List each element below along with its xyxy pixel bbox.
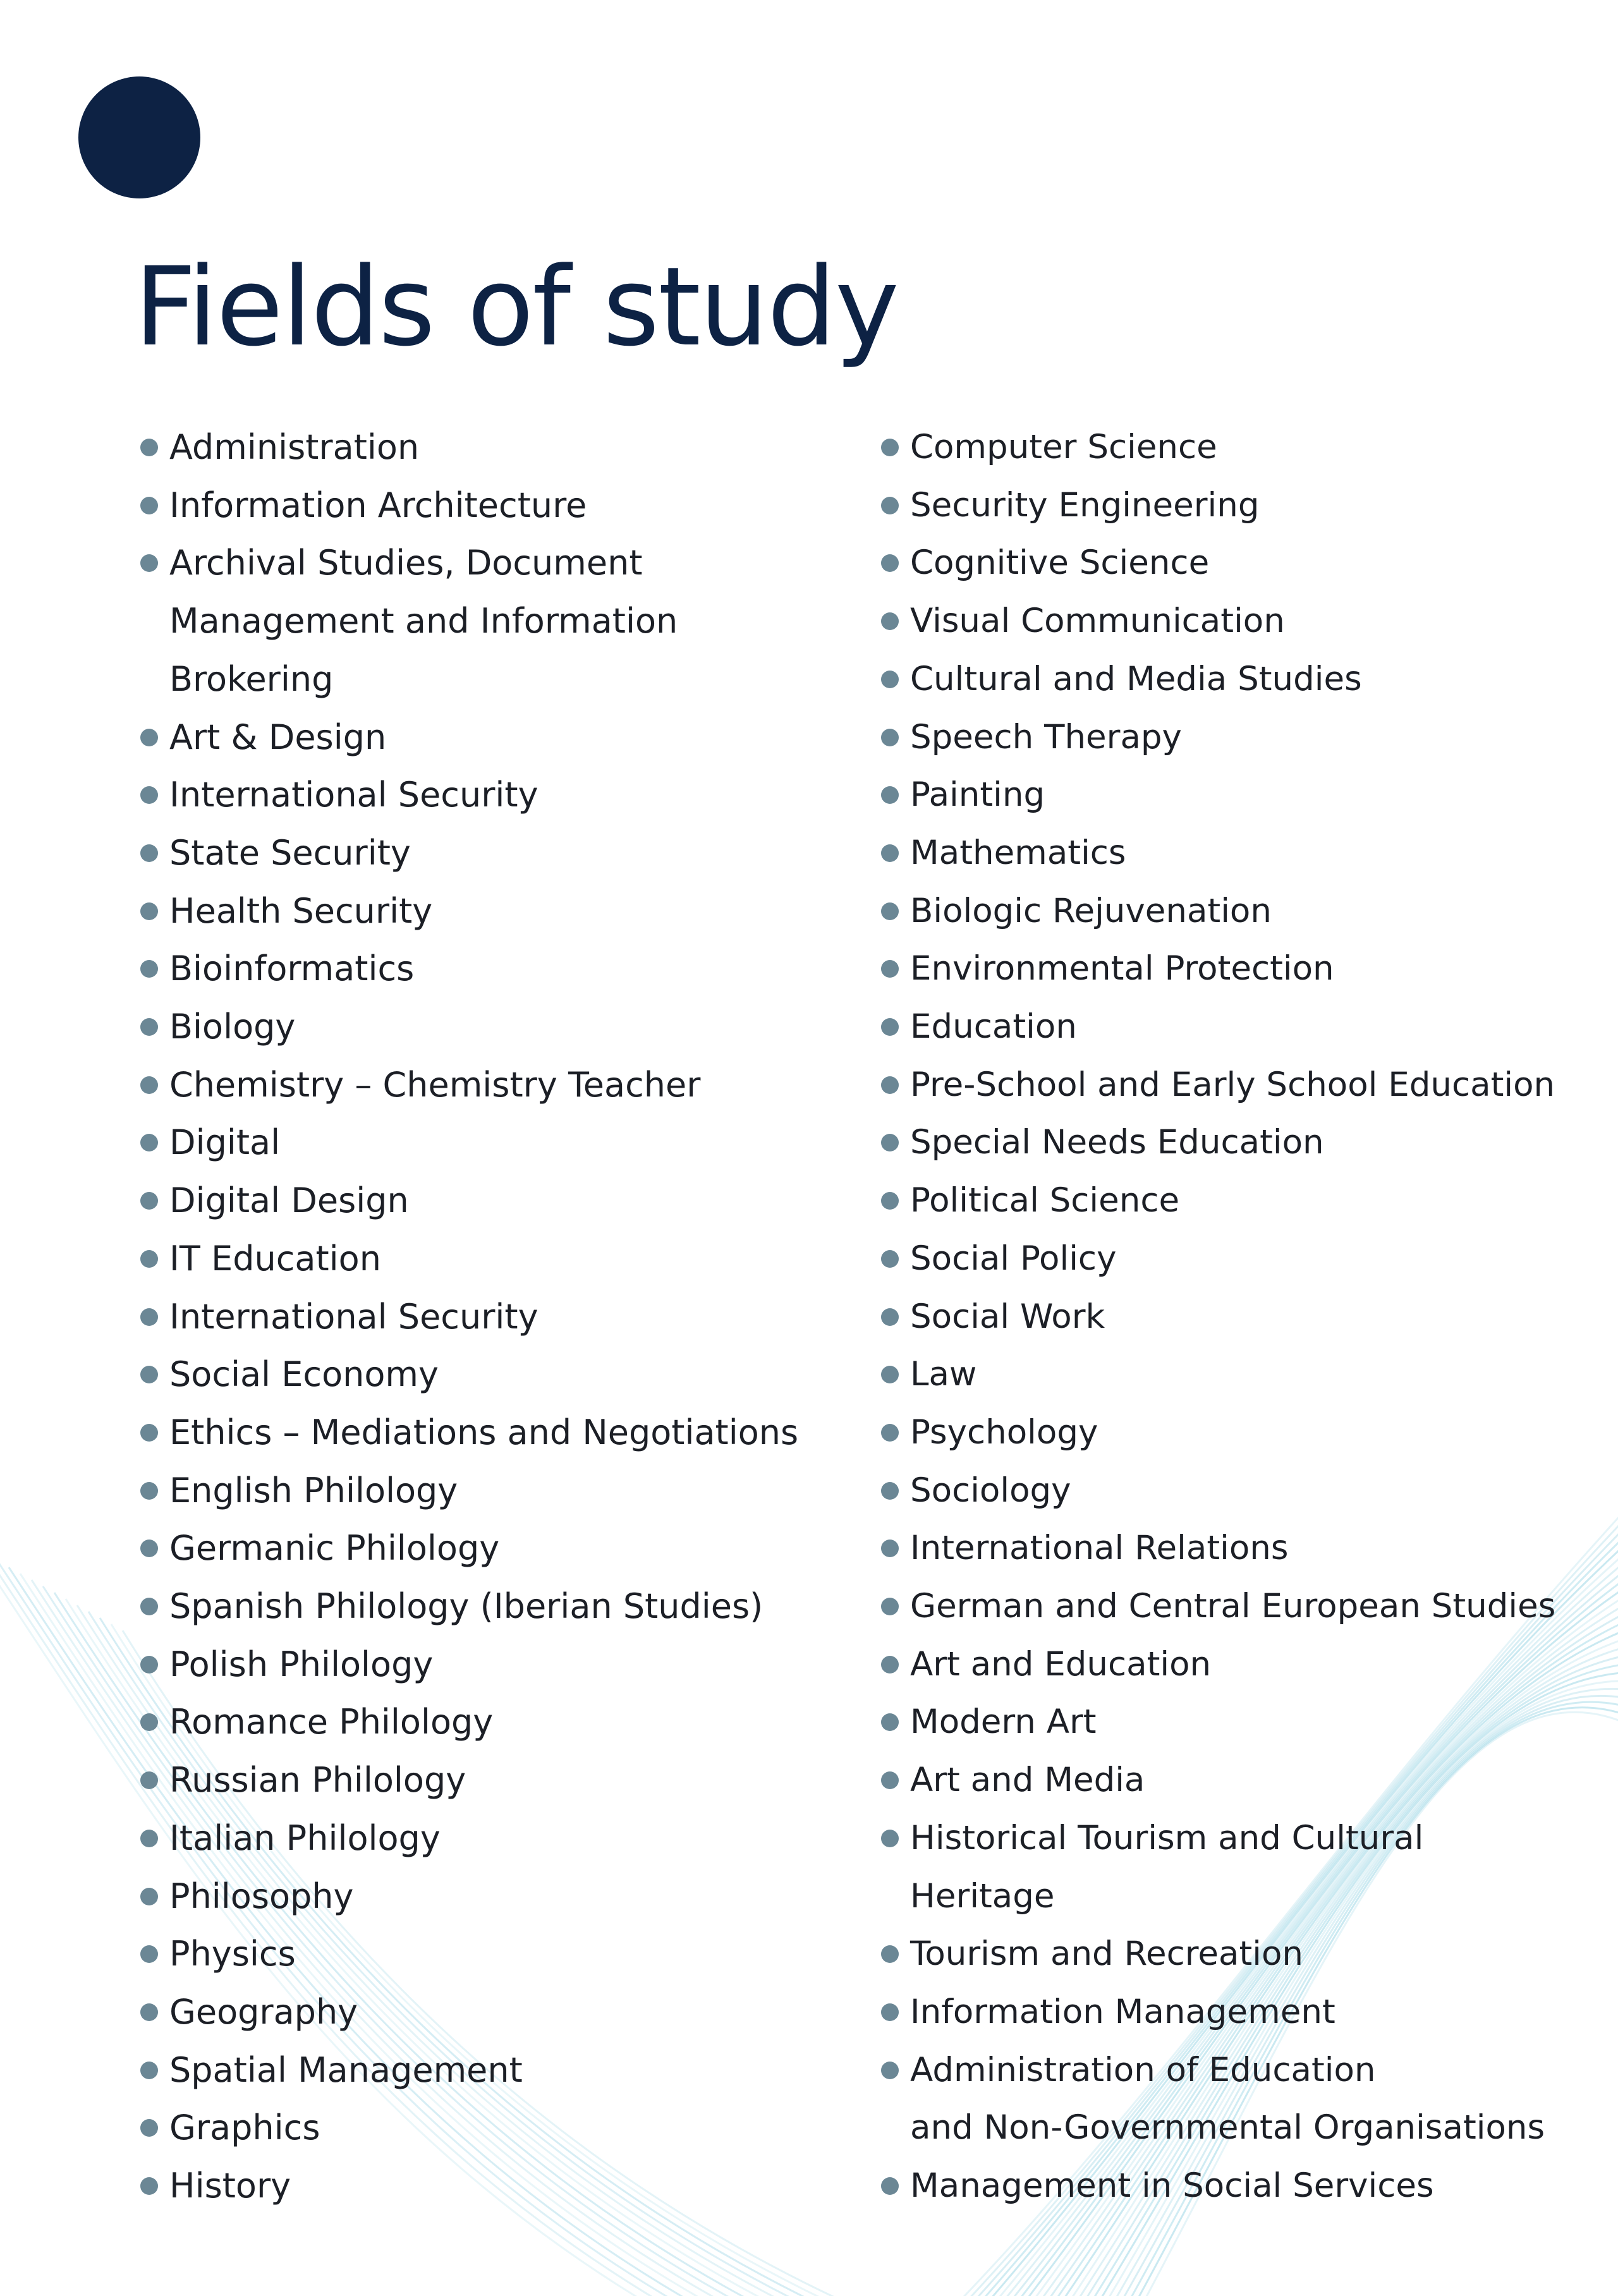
field-item xyxy=(138,882,801,940)
bullet-icon xyxy=(881,786,899,804)
bullet-icon xyxy=(881,1771,899,1789)
field-item xyxy=(879,824,1599,882)
field-label: Social Economy xyxy=(169,1354,439,1395)
field-item xyxy=(879,1056,1599,1114)
field-item xyxy=(879,650,1599,708)
bullet-icon xyxy=(881,2177,899,2195)
field-item xyxy=(138,1868,801,1926)
bullet-icon xyxy=(881,1192,899,1210)
field-item xyxy=(138,1693,801,1751)
field-label: Political Science xyxy=(910,1181,1180,1220)
bullet-icon xyxy=(140,1018,158,1036)
field-item xyxy=(879,766,1599,824)
field-label: Italian Philology xyxy=(169,1818,441,1858)
bullet-icon xyxy=(140,1771,158,1789)
field-label: Psychology xyxy=(910,1412,1098,1452)
field-item xyxy=(879,1114,1599,1172)
field-label: Ethics – Mediations and Negotiations xyxy=(169,1412,799,1452)
bullet-icon xyxy=(881,1424,899,1442)
field-label: Bioinformatics xyxy=(169,949,415,989)
field-item xyxy=(138,1462,801,1520)
field-label: Security Engineering xyxy=(910,485,1260,525)
field-item xyxy=(138,1404,801,1462)
field-label: Brokering xyxy=(169,659,334,699)
field-label: and Non-Governmental Organisations xyxy=(910,2108,1545,2147)
field-item xyxy=(879,1693,1599,1751)
bullet-icon xyxy=(140,2119,158,2137)
bullet-icon xyxy=(140,1656,158,1673)
field-label: Biology xyxy=(169,1007,296,1047)
field-item xyxy=(138,477,801,535)
field-label: International Relations xyxy=(910,1529,1289,1568)
field-label: Information Management xyxy=(910,1992,1335,2031)
bullet-icon xyxy=(140,729,158,746)
field-label: International Security xyxy=(169,775,538,815)
field-item xyxy=(879,1462,1599,1520)
field-item xyxy=(138,1636,801,1694)
field-item xyxy=(138,1288,801,1346)
field-label: Cognitive Science xyxy=(910,544,1210,583)
bullet-icon xyxy=(881,729,899,746)
bullet-icon xyxy=(881,1076,899,1094)
field-label: Cultural and Media Studies xyxy=(910,659,1362,698)
bullet-icon xyxy=(140,1598,158,1615)
field-label: Spatial Management xyxy=(169,2050,523,2090)
field-item xyxy=(138,1519,801,1577)
bullet-icon xyxy=(881,2062,899,2079)
bullet-icon xyxy=(140,1192,158,1210)
bullet-icon xyxy=(881,1945,899,1963)
field-label: Social Policy xyxy=(910,1239,1117,1278)
logo-circle xyxy=(78,76,200,198)
fields-list-left xyxy=(138,418,801,2215)
field-item xyxy=(138,1230,801,1288)
field-item xyxy=(879,418,1599,477)
bullet-icon xyxy=(881,1366,899,1383)
bullet-icon xyxy=(140,1888,158,1905)
field-item xyxy=(879,998,1599,1056)
field-label: Management and Information xyxy=(169,601,678,641)
bullet-icon xyxy=(881,439,899,456)
field-item xyxy=(138,1345,801,1404)
field-item xyxy=(138,940,801,998)
field-item xyxy=(138,2157,801,2215)
field-item xyxy=(879,1636,1599,1694)
fields-list-right xyxy=(879,418,1599,2215)
field-item xyxy=(138,534,801,708)
field-item xyxy=(138,824,801,882)
field-item xyxy=(138,1172,801,1230)
bullet-icon xyxy=(140,2177,158,2195)
field-item xyxy=(879,1230,1599,1288)
field-item xyxy=(138,1577,801,1636)
field-item xyxy=(138,1983,801,2041)
field-item xyxy=(879,592,1599,650)
bullet-icon xyxy=(881,671,899,688)
field-label: Heritage xyxy=(910,1876,1055,1916)
field-label: Visual Communication xyxy=(910,602,1285,641)
field-label: State Security xyxy=(169,832,411,873)
field-label: German and Central European Studies xyxy=(910,1587,1556,1626)
bullet-icon xyxy=(140,2062,158,2079)
field-label: Physics xyxy=(169,1934,296,1974)
field-item xyxy=(138,1114,801,1172)
field-label: Social Work xyxy=(910,1297,1105,1336)
field-label: International Security xyxy=(169,1296,538,1337)
bullet-icon xyxy=(140,1830,158,1847)
bullet-icon xyxy=(881,1830,899,1847)
bullet-icon xyxy=(881,1134,899,1151)
field-label: Administration xyxy=(169,427,420,467)
bullet-icon xyxy=(140,1424,158,1442)
field-item xyxy=(879,534,1599,592)
bullet-icon xyxy=(140,497,158,514)
field-item xyxy=(879,2157,1599,2215)
field-label: Administration of Education xyxy=(910,2050,1376,2089)
bullet-icon xyxy=(881,554,899,572)
bullet-icon xyxy=(140,1945,158,1963)
field-label: Romance Philology xyxy=(169,1702,494,1742)
bullet-icon xyxy=(881,1598,899,1615)
field-label: IT Education xyxy=(169,1238,381,1279)
bullet-icon xyxy=(881,1018,899,1036)
field-label: Graphics xyxy=(169,2108,320,2148)
field-label: Special Needs Education xyxy=(910,1123,1324,1162)
field-label: Mathematics xyxy=(910,833,1126,872)
field-label: Computer Science xyxy=(910,428,1217,466)
bullet-icon xyxy=(140,1366,158,1383)
field-label: Modern Art xyxy=(910,1703,1097,1742)
field-item xyxy=(879,1288,1599,1346)
field-label: Sociology xyxy=(910,1471,1071,1510)
field-item xyxy=(138,1056,801,1114)
bullet-icon xyxy=(881,2003,899,2021)
bullet-icon xyxy=(881,1656,899,1673)
bullet-icon xyxy=(140,960,158,978)
field-label: Health Security xyxy=(169,890,433,931)
field-label: Russian Philology xyxy=(169,1760,466,1801)
field-item xyxy=(138,2099,801,2157)
bullet-icon xyxy=(881,902,899,920)
bullet-icon xyxy=(881,1540,899,1557)
field-label: Art and Education xyxy=(910,1644,1212,1684)
field-label: Painting xyxy=(910,775,1045,815)
field-label: Digital xyxy=(169,1122,281,1163)
field-label: History xyxy=(169,2166,291,2206)
bullet-icon xyxy=(140,1540,158,1557)
bullet-icon xyxy=(881,960,899,978)
field-item xyxy=(879,1577,1599,1636)
field-label: Spanish Philology (Iberian Studies) xyxy=(169,1586,763,1627)
field-item xyxy=(138,2041,801,2099)
field-label: Speech Therapy xyxy=(910,717,1182,756)
bullet-icon xyxy=(881,612,899,630)
bullet-icon xyxy=(140,844,158,862)
field-item xyxy=(879,1172,1599,1230)
field-label: Germanic Philology xyxy=(169,1528,500,1569)
field-label: Tourism and Recreation xyxy=(910,1935,1303,1974)
field-item xyxy=(138,1751,801,1809)
field-label: Archival Studies, Document xyxy=(169,543,643,583)
bullet-icon xyxy=(881,1713,899,1731)
field-label: Environmental Protection xyxy=(910,949,1334,988)
field-label: Chemistry – Chemistry Teacher xyxy=(169,1064,701,1105)
field-label: Pre-School and Early School Education xyxy=(910,1065,1555,1104)
field-label: Education xyxy=(910,1007,1077,1047)
field-label: Art and Media xyxy=(910,1761,1145,1800)
bullet-icon xyxy=(140,1134,158,1151)
field-item xyxy=(879,1809,1599,1925)
field-item xyxy=(879,2041,1599,2157)
field-label: Information Architecture xyxy=(169,485,587,525)
field-item xyxy=(879,1519,1599,1577)
field-label: Biologic Rejuvenation xyxy=(910,891,1272,930)
bullet-icon xyxy=(140,2003,158,2021)
bullet-icon xyxy=(140,902,158,920)
field-label: Management in Social Services xyxy=(910,2166,1434,2206)
bullet-icon xyxy=(140,1076,158,1094)
bullet-icon xyxy=(881,1250,899,1268)
bullet-icon xyxy=(140,1713,158,1731)
field-item xyxy=(879,1404,1599,1462)
bullet-icon xyxy=(881,1482,899,1500)
field-item xyxy=(879,882,1599,940)
bullet-icon xyxy=(140,1250,158,1268)
bullet-icon xyxy=(881,1308,899,1326)
bullet-icon xyxy=(140,439,158,456)
field-item xyxy=(138,1809,801,1868)
bullet-icon xyxy=(140,1482,158,1500)
field-item xyxy=(879,1345,1599,1404)
bullet-icon xyxy=(881,497,899,514)
page-title: Fields of study xyxy=(134,243,898,370)
field-label: Law xyxy=(910,1355,977,1394)
bullet-icon xyxy=(140,786,158,804)
field-item xyxy=(879,1925,1599,1983)
field-item xyxy=(138,1925,801,1983)
field-item xyxy=(138,418,801,477)
field-item xyxy=(138,998,801,1056)
field-label: Geography xyxy=(169,1991,358,2032)
field-item xyxy=(138,766,801,824)
field-label: Art & Design xyxy=(169,717,387,757)
field-item xyxy=(879,1983,1599,2041)
field-item xyxy=(138,708,801,767)
field-label: Philosophy xyxy=(169,1876,354,1916)
field-item xyxy=(879,477,1599,535)
field-label: Historical Tourism and Cultural xyxy=(910,1818,1424,1857)
field-label: Digital Design xyxy=(169,1181,409,1221)
field-item xyxy=(879,940,1599,998)
field-label: Polish Philology xyxy=(169,1644,434,1684)
field-item xyxy=(879,1751,1599,1809)
bullet-icon xyxy=(140,1308,158,1326)
bullet-icon xyxy=(140,554,158,572)
field-label: English Philology xyxy=(169,1470,458,1510)
bullet-icon xyxy=(881,844,899,862)
field-item xyxy=(879,708,1599,767)
